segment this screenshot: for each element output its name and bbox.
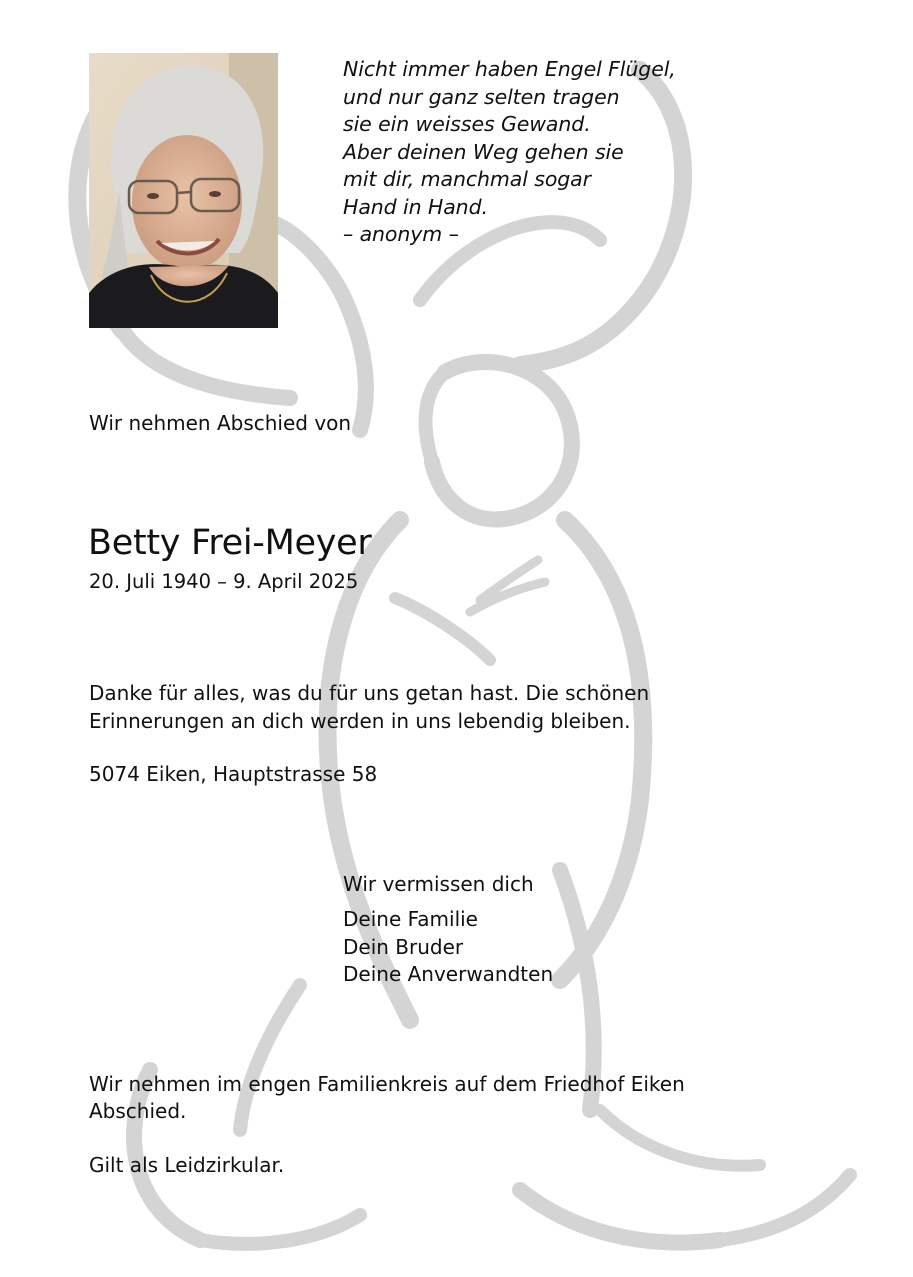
ceremony-text: [89, 1071, 685, 1125]
thanks-text: [89, 679, 649, 735]
miss-text: Wir vermissen dich: [343, 872, 534, 896]
ceremony-line: Abschied.: [89, 1099, 187, 1123]
signer: Deine Anverwandten: [343, 962, 554, 986]
poem-line: und nur ganz selten tragen: [343, 84, 620, 109]
farewell-text: Wir nehmen Abschied von: [89, 411, 352, 435]
deceased-name: Betty Frei-Meyer: [88, 523, 372, 563]
signer: Deine Familie: [343, 907, 478, 931]
poem-line: Hand in Hand.: [343, 194, 488, 219]
poem-line: sie ein weisses Gewand.: [343, 112, 591, 136]
circular-note: Gilt als Leidzirkular.: [89, 1153, 285, 1177]
signer: Dein Bruder: [343, 934, 464, 959]
signers-list: [343, 906, 553, 989]
portrait-photo: [89, 53, 278, 328]
poem-line: Aber deinen Weg gehen sie: [343, 139, 624, 164]
thanks-line: Danke für alles, was du für uns getan hast. Die schönen: [89, 681, 650, 705]
poem: [343, 56, 676, 249]
ceremony-line: Wir nehmen im engen Familienkreis auf dem Friedhof Eiken: [89, 1072, 685, 1096]
poem-line: mit dir, manchmal sogar: [343, 167, 591, 191]
life-dates: 20. Juli 1940 – 9. April 2025: [89, 570, 359, 593]
thanks-line: Erinnerungen an dich werden in uns lebendig bleiben.: [89, 709, 631, 733]
address: 5074 Eiken, Hauptstrasse 58: [89, 762, 378, 786]
poem-author: – anonym –: [343, 222, 459, 246]
poem-line: Nicht immer haben Engel Flügel,: [343, 57, 676, 81]
